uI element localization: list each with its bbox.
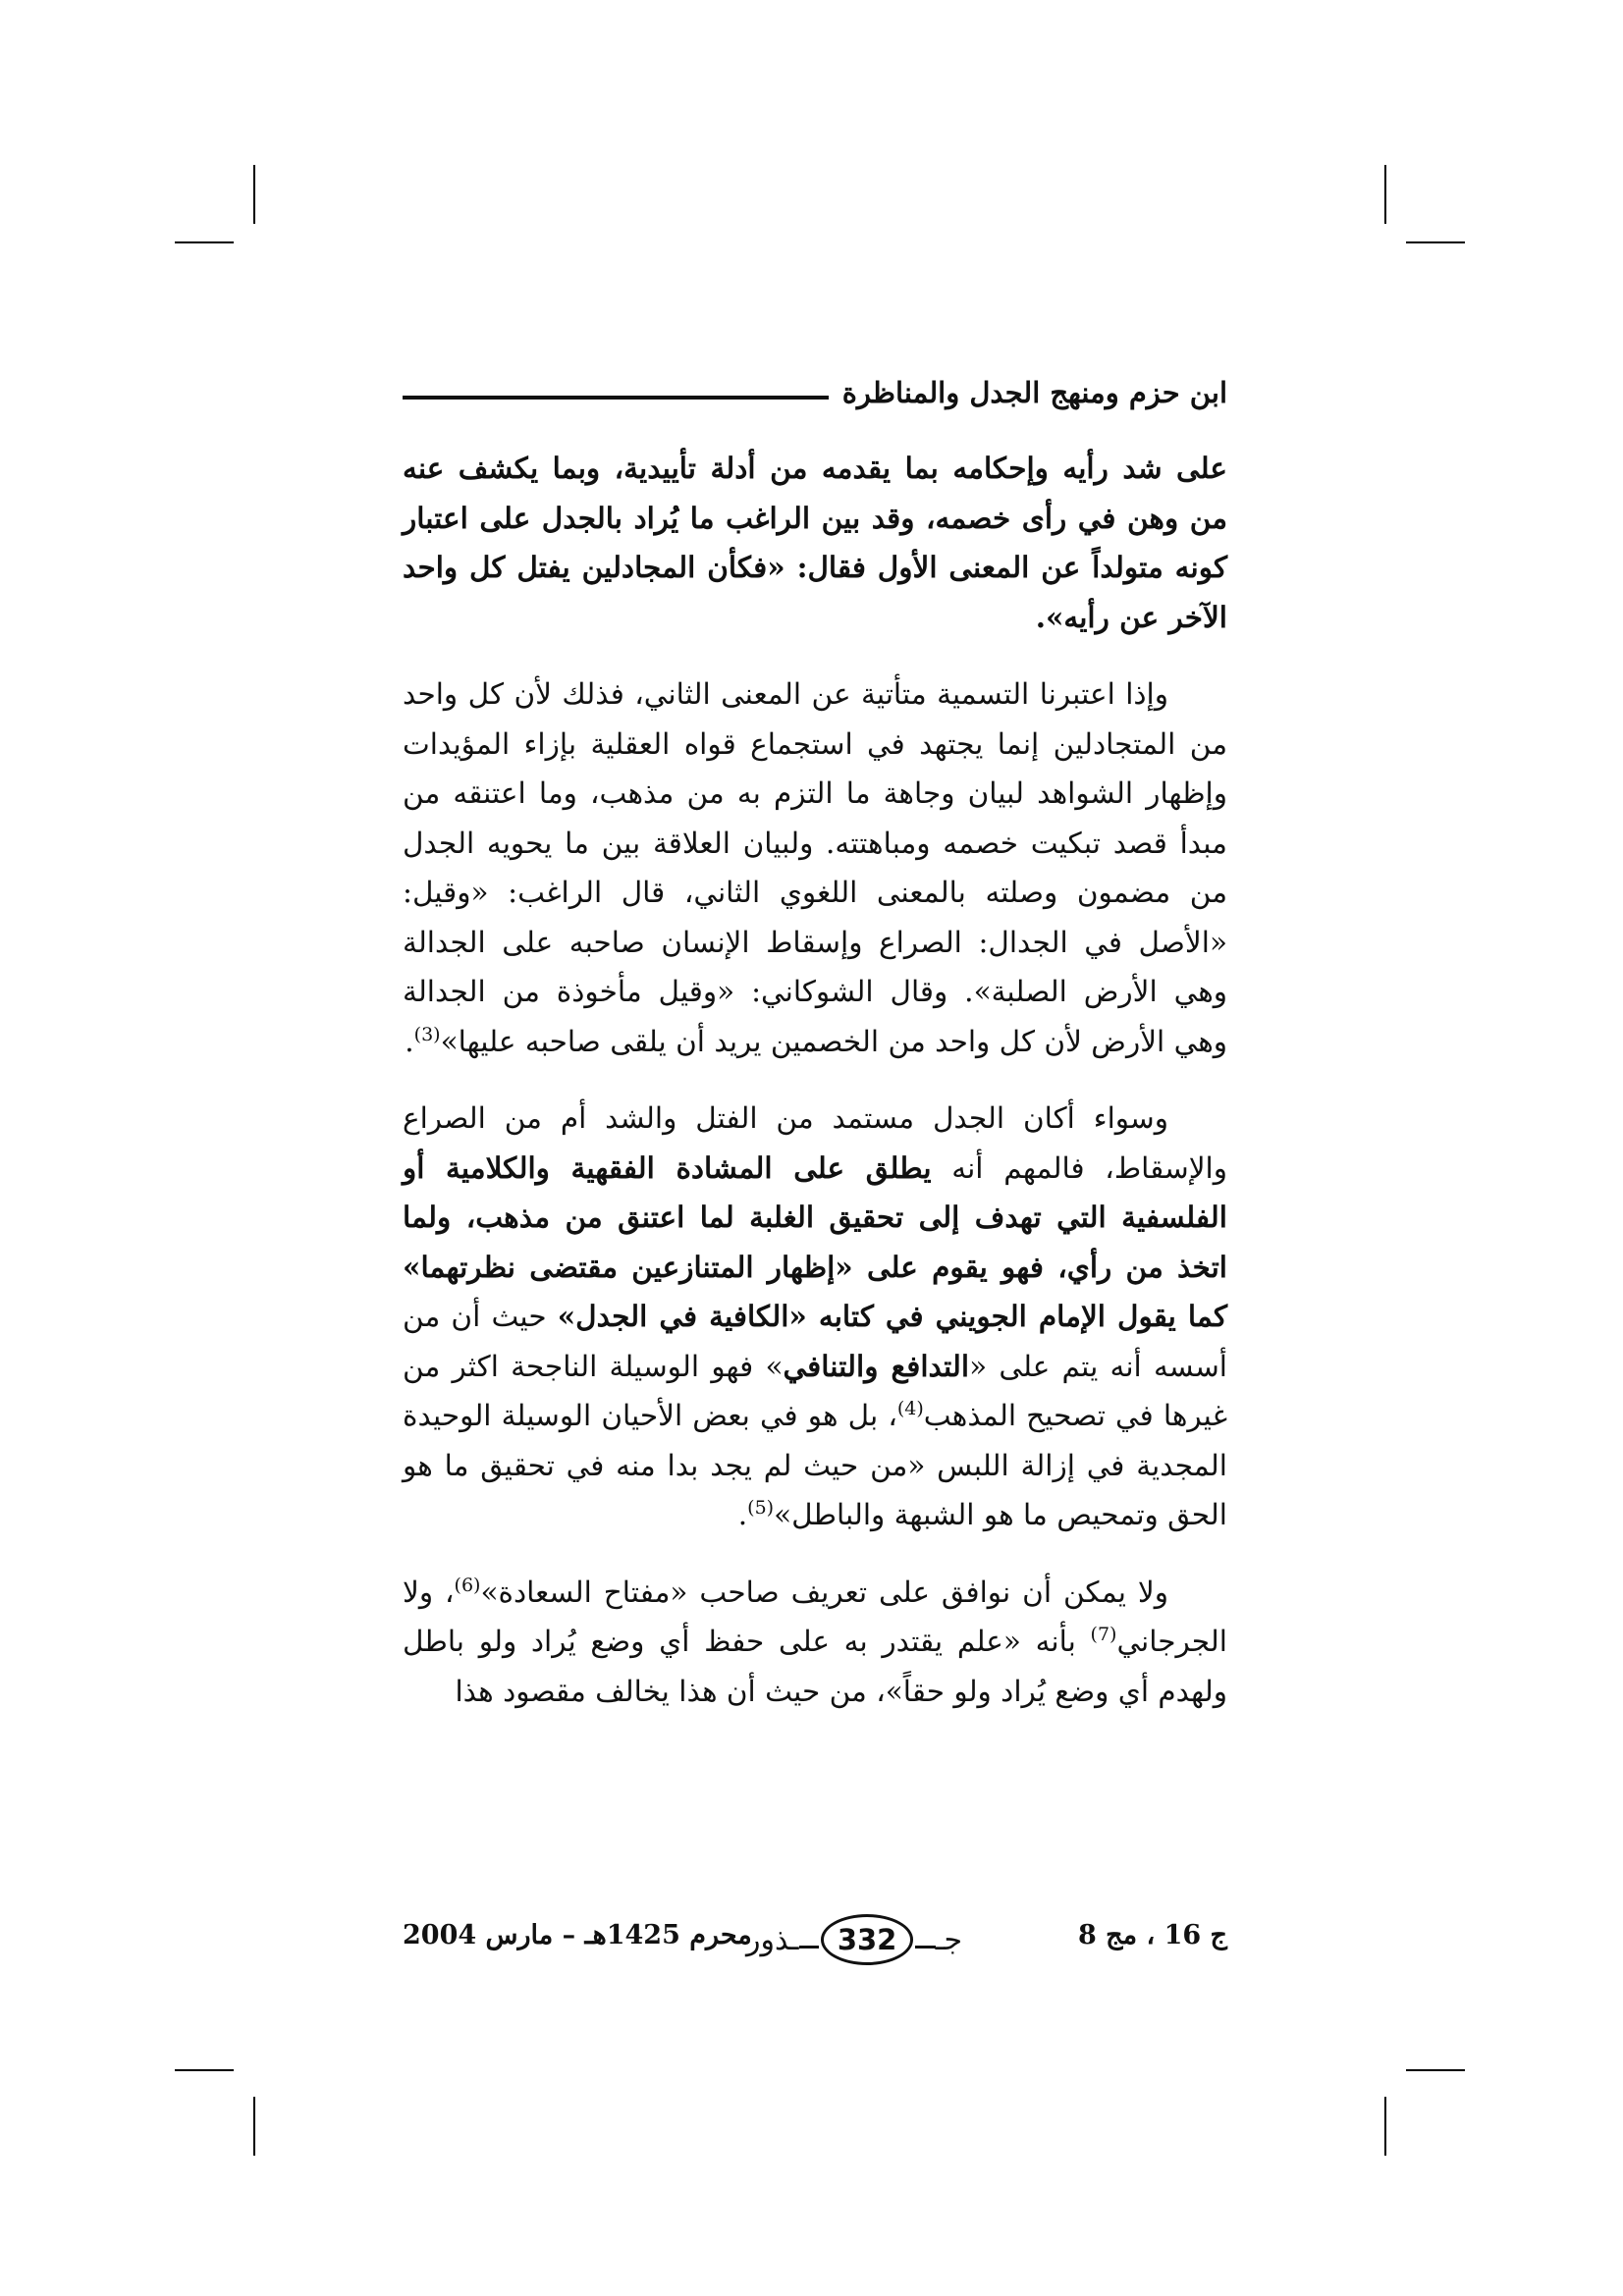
journal-logo-left: جـ [935,1922,962,1957]
text-run: ، ولا الجرجاني [403,1575,1227,1658]
running-header [403,371,1227,414]
article-body [403,444,1227,1743]
bold-text: على شد رأيه وإحكامه بما يقدمه من أدلة تأييدية، وبما يكشف عنه من وهن في رأى خصمه، وقد بين الراغب ما يُراد بالجدل على اعتبار كونه متولداً عن المعنى الأول فقال: «فكأن المجادلين يفتل كل واحد الآخر عن رأيه». [403,451,1227,634]
journal-logo-rule [799,1946,819,1949]
text-run: ، بل هو في بعض الأحيان الوسيلة الوحيدة المجدية في إزالة اللبس «من حيث لم يجد بدا منه في تحقيق ما هو الحق وتمحيص ما هو الشبهة والباطل» [403,1399,1227,1531]
running-header-title: ابن حزم ومنهج الجدل والمناظرة [841,376,1227,409]
footer-date: محرم 1425هـ – مارس 2004 [403,1920,752,1950]
paragraph [403,1568,1227,1717]
text-run: . [405,1024,414,1058]
crop-mark-bottom-left-vertical [253,2097,255,2156]
text-run: . [737,1498,748,1531]
paragraph [403,444,1227,642]
text-run: بأنه «علم يقتدر به على حفظ أي وضع يُراد ولو باطل ولهدم أي وضع يُراد ولو حقاً»، من حيث أن هذا يخالف مقصود هذا [403,1625,1227,1708]
bold-text: التدافع والتنافي [783,1348,970,1383]
journal-logo [746,1912,962,1967]
footer-volume: ج 16 ، مج 8 [1077,1920,1227,1950]
footnote-ref: (5) [747,1497,775,1520]
footnote-ref: (3) [413,1023,441,1045]
text-run: حيث أن من أسسه أنه يتم على « [403,1300,1227,1383]
text-run: ولا يمكن أن نوافق على تعريف صاحب «مفتاح السعادة» [480,1575,1168,1609]
journal-logo-right: ـذور [746,1922,799,1957]
crop-mark-bottom-left-horizontal [175,2069,234,2071]
text-run: » فهو الوسيلة الناجحة اكثر من غيرها في تصحيح المذهب [403,1349,1227,1432]
footnote-ref: (7) [1090,1624,1117,1646]
footnote-ref: (6) [454,1574,481,1596]
crop-mark-bottom-right-vertical [1384,2097,1386,2156]
page-footer [403,1912,1227,1967]
text-run: وإذا اعتبرنا التسمية متأتية عن المعنى الثاني، فذلك لأن كل واحد من المتجادلين إنما يجتهد في استجماع قواه العقلية بإزاء المؤيدات وإظهار الشواهد لبيان وجاهة ما التزم به من مذهب، وما اعتنقه من مبدأ قصد تبكيت خصمه ومباهتته. ولبيان العلاقة بين ما يحويه الجدل من مضمون وصلته بالمعنى اللغوي الثاني، قال الراغب: «وقيل: «الأصل في الجدال: الصراع وإسقاط الإنسان صاحبه على الجدالة وهي الأرض الصلبة». وقال الشوكاني: «وقيل مأخوذة من الجدالة وهي الأرض لأن كل واحد من الخصمين يريد أن يلقى صاحبه عليها» [403,677,1228,1058]
footnote-ref: (4) [896,1398,924,1420]
bold-text: يطلق على المشادة الفقهية والكلامية أو الفلسفية التي تهدف إلى تحقيق الغلبة لما اعتنق من مذهب، ولما اتخذ من رأي، فهو يقوم على «إظهار المتنازعين مقتضى نظرتهما» كما يقول الإمام الجويني في كتابه «الكافية في الجدل» [403,1149,1227,1333]
journal-logo-rule [915,1946,935,1949]
paragraph [403,669,1227,1066]
crop-mark-top-right-vertical [1384,165,1386,224]
crop-mark-top-left-vertical [253,165,255,224]
paragraph [403,1094,1227,1540]
header-rule [403,396,829,400]
page-number: 332 [821,1914,914,1965]
crop-mark-top-left-horizontal [175,241,234,243]
crop-mark-top-right-horizontal [1406,241,1465,243]
crop-mark-bottom-right-horizontal [1406,2069,1465,2071]
text-run: وسواء أكان الجدل مستمد من الفتل والشد أم من الصراع والإسقاط، فالمهم أنه [403,1101,1227,1185]
